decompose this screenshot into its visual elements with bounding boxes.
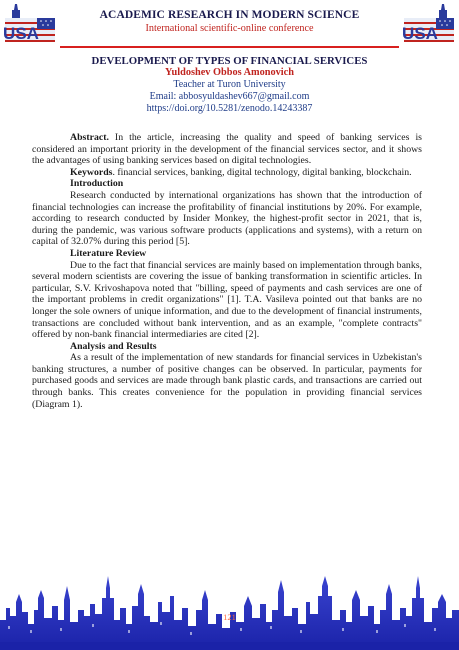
doi-link[interactable]: https://doi.org/10.5281/zenodo.14243387 <box>146 103 313 114</box>
usa-logo-right <box>400 2 458 48</box>
section-heading-introduction: Introduction <box>70 178 124 190</box>
conference-title: ACADEMIC RESEARCH IN MODERN SCIENCE <box>99 9 360 21</box>
article-body <box>32 132 422 410</box>
section-heading-analysis-results: Analysis and Results <box>70 340 157 352</box>
section-text-introduction: Research conducted by international organizations has shown that the introduction of financial technologies can increase the profitability of financial institutions by 20%. For example, according to research conducted by Insider Monkey, the highest-profit sector in 2021, that is, during the pandemic, was various software products (applications and systems), with a return on capital of 32.07% during this period [5]. <box>32 189 422 248</box>
abstract-text: In the article, increasing the quality and speed of banking services is considered an important priority in the development of the financial services sector, and it shows the advantages of using banking services based on digital technologies. <box>32 132 422 167</box>
conference-subtitle: International scientific-online conference <box>145 23 314 34</box>
keywords-label: Keywords <box>70 166 113 178</box>
paper-title: DEVELOPMENT OF TYPES OF FINANCIAL SERVICES <box>91 55 368 67</box>
keywords-text: . financial services, banking, digital technology, digital banking, blockchain. <box>112 166 412 178</box>
logo-text-right: USA <box>402 24 438 43</box>
keywords-paragraph <box>32 167 422 179</box>
conference-header <box>0 0 459 50</box>
section-text-analysis-results: As a result of the implementation of new standards for financial services in Uzbekistan's banking structures, a number of positive changes can be observed. In particular, payments for purchased goods and services are made through bank plastic cards, and transactions are carried out through banks. This creates convenience for the population in providing financial services (Diagram 1). <box>32 352 422 410</box>
section-heading-literature-review: Literature Review <box>70 247 147 259</box>
author-affiliation: Teacher at Turon University <box>173 79 286 90</box>
logo-text-left: USA <box>3 24 39 43</box>
author-name: Yuldoshev Obbos Amonovich <box>165 67 294 78</box>
abstract-label: Abstract. <box>70 132 109 143</box>
usa-logo-left <box>1 2 59 48</box>
header-divider <box>60 46 399 48</box>
city-skyline-decoration <box>0 550 459 650</box>
section-text-literature-review: Due to the fact that financial services are mainly based on implementation through banks, several modern scientists are covering the issue of banking transformation in scientific articles. In particular, S.V. Krivoshapova noted that "billing, speed of payments and cash services are one of the important problems in credit organizations" [1]. T.A. Vasileva pointed out that banks are no longer the sole owners of unique information, and due to the development of financial instruments, transactions are concluded without bank intervention, and as an example, "complete contracts" offered by non-bank financial intermediaries are cited [2]. <box>32 259 422 341</box>
paper-title-block <box>40 55 419 115</box>
author-email[interactable]: Email: abbosyuldashev667@gmail.com <box>149 91 310 102</box>
abstract-paragraph <box>32 132 422 167</box>
page-number: 121 <box>223 612 236 622</box>
